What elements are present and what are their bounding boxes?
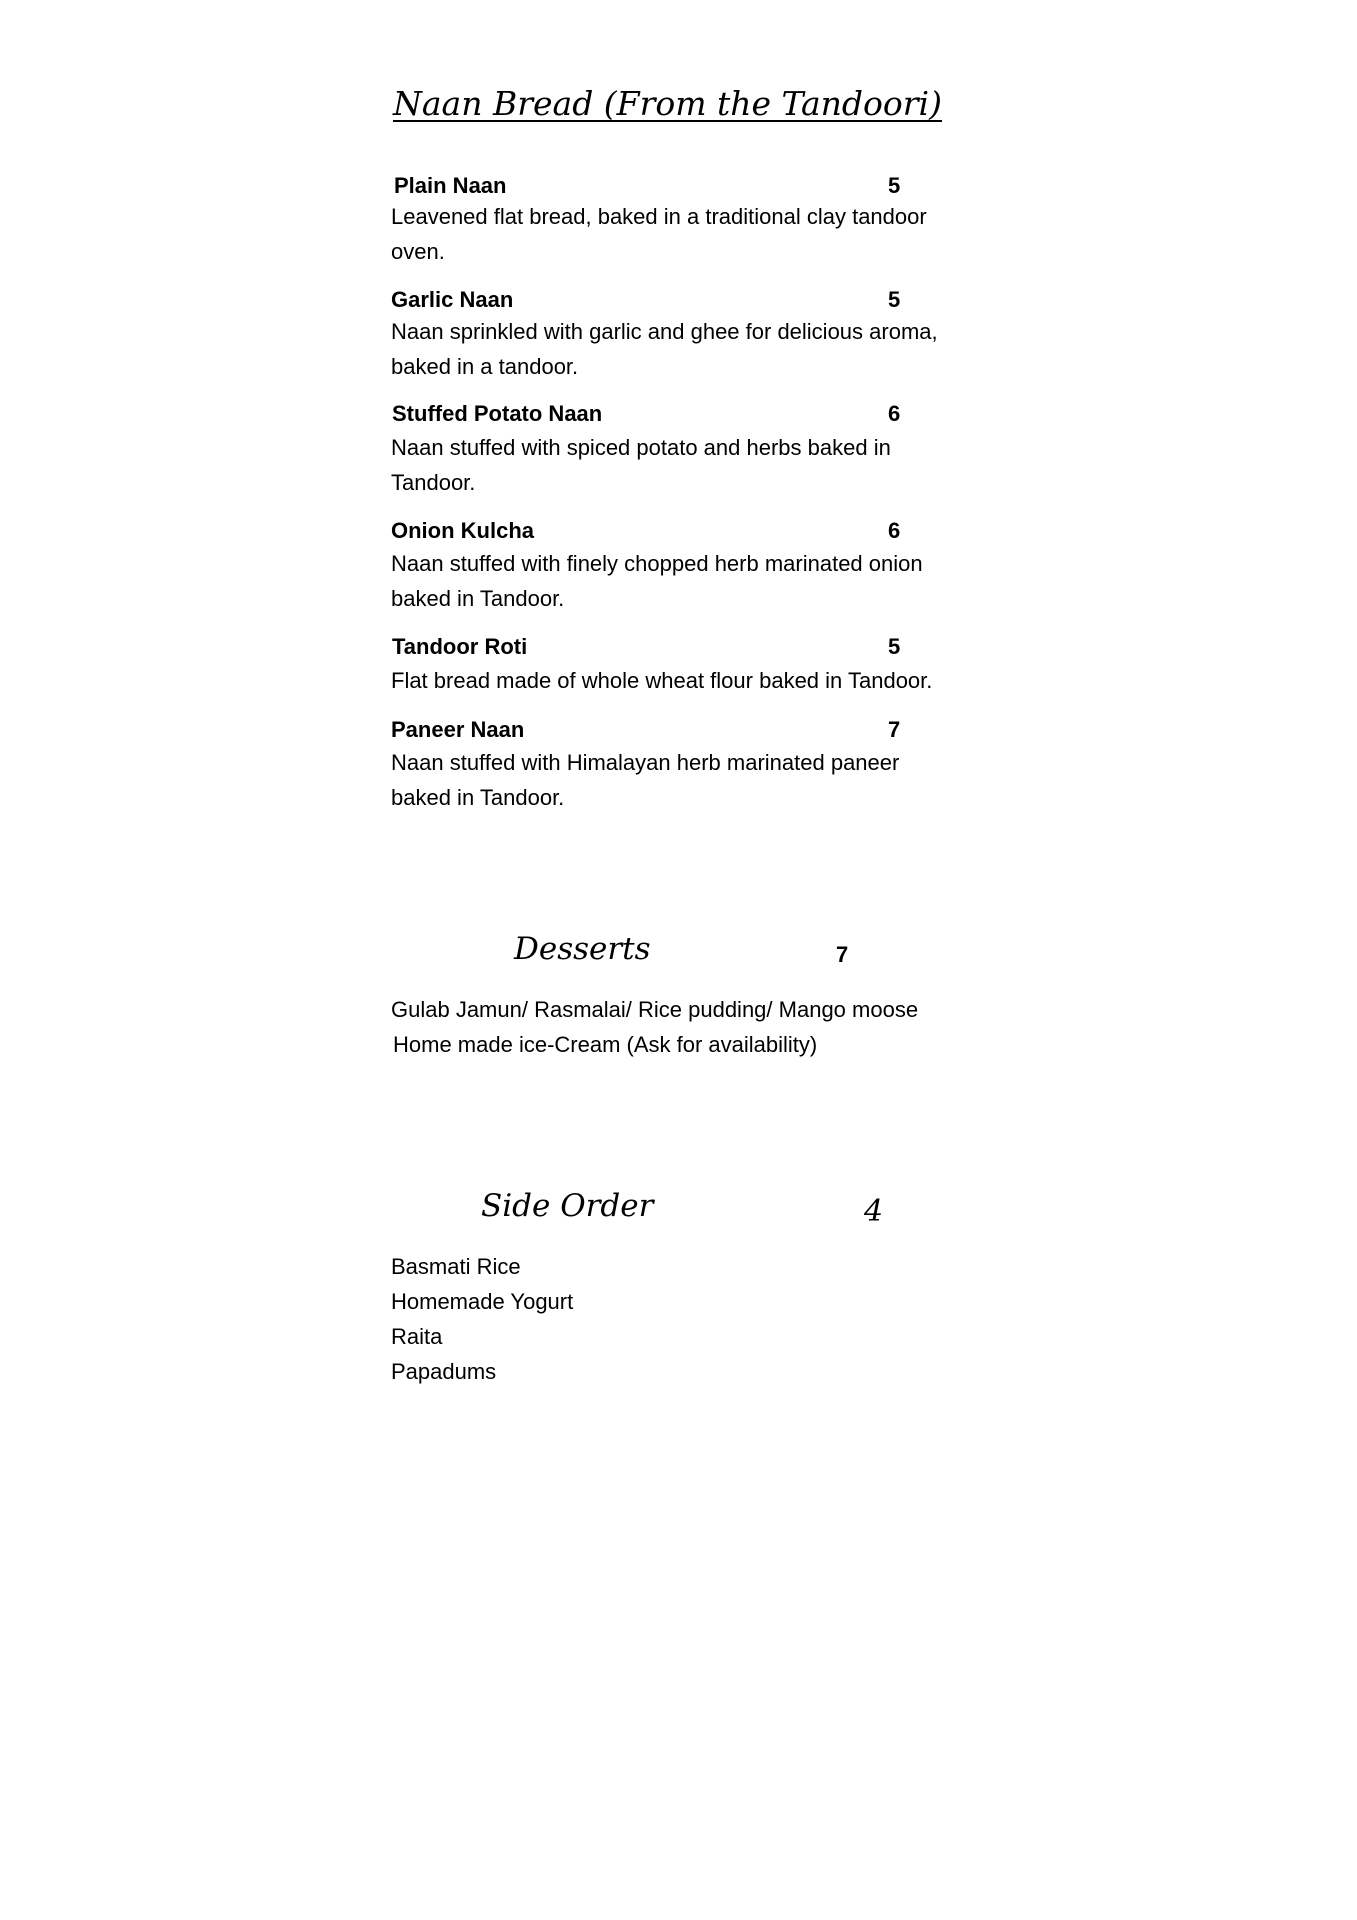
item-description: Naan sprinkled with garlic and ghee for delicious aroma, baked in a tandoor. <box>391 319 938 379</box>
item-price: 5 <box>888 287 901 312</box>
item-description: Naan stuffed with spiced potato and herbs baked in Tandoor. <box>391 435 891 495</box>
side-order-item: Homemade Yogurt <box>391 1289 574 1314</box>
desserts-section-title: Desserts <box>514 931 651 967</box>
item-description: Leavened flat bread, baked in a traditional clay tandoor oven. <box>391 204 927 264</box>
item-price: 5 <box>888 634 901 659</box>
item-name: Plain Naan <box>394 173 507 198</box>
side-order-item: Basmati Rice <box>391 1254 521 1279</box>
item-description: Flat bread made of whole wheat flour baked in Tandoor. <box>391 668 933 693</box>
side-order-item: Papadums <box>391 1359 497 1384</box>
desserts-line: Home made ice-Cream (Ask for availability) <box>393 1032 818 1057</box>
item-price: 6 <box>888 401 901 426</box>
naan-section-title: Naan Bread (From the Tandoori) <box>393 84 942 123</box>
item-name: Onion Kulcha <box>391 518 534 543</box>
item-price: 6 <box>888 518 901 543</box>
side-order-section-title: Side Order <box>481 1188 654 1224</box>
side-order-item: Raita <box>391 1324 443 1349</box>
item-description: Naan stuffed with Himalayan herb marinated paneer baked in Tandoor. <box>391 750 900 810</box>
item-name: Stuffed Potato Naan <box>392 401 603 426</box>
item-price: 7 <box>888 717 901 742</box>
item-price: 5 <box>888 173 901 198</box>
side-order-price: 4 <box>864 1194 884 1229</box>
item-description: Naan stuffed with finely chopped herb marinated onion baked in Tandoor. <box>391 551 923 611</box>
item-name: Tandoor Roti <box>392 634 528 659</box>
item-name: Garlic Naan <box>391 287 514 312</box>
item-name: Paneer Naan <box>391 717 525 742</box>
desserts-price: 7 <box>836 942 849 967</box>
desserts-line: Gulab Jamun/ Rasmalai/ Rice pudding/ Mango moose <box>391 997 919 1022</box>
